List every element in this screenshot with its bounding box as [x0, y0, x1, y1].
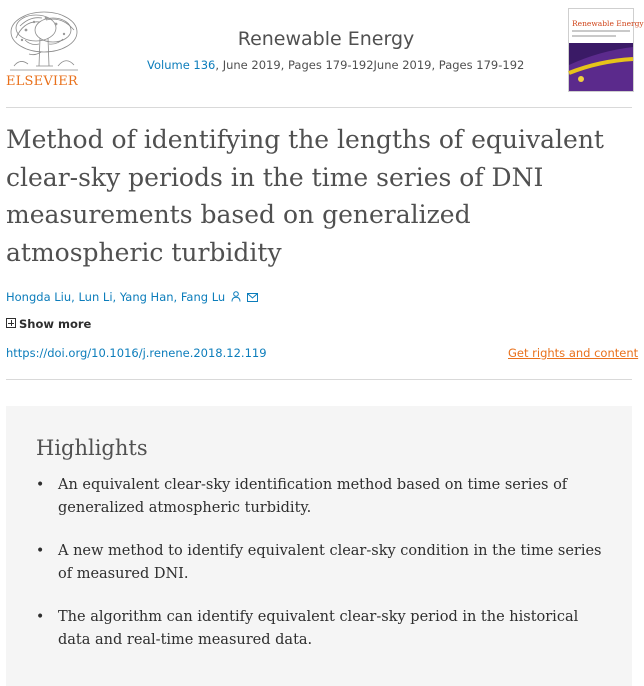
get-rights-link[interactable]: Get rights and content — [508, 346, 639, 360]
cover-subtitle-line — [572, 35, 616, 37]
author-list[interactable] — [6, 290, 258, 304]
highlight-text: A new method to identify equivalent clear-sky condition in the time series of measured DNI. — [58, 543, 602, 582]
list-item — [36, 474, 611, 520]
publisher-name[interactable]: ELSEVIER — [6, 74, 78, 89]
cover-artwork — [569, 43, 633, 91]
bullet: • — [36, 543, 45, 559]
highlights-heading: Highlights — [36, 436, 148, 460]
highlight-text: An equivalent clear-sky identification method based on time series of generalized atmospheric turbidity. — [58, 477, 568, 516]
plus-box-icon — [6, 318, 16, 328]
issue-details: , June 2019, Pages 179-192June 2019, Pages 179-192 — [215, 58, 525, 72]
cover-subtitle-line — [572, 30, 630, 32]
list-item — [36, 606, 611, 652]
person-icon[interactable] — [231, 291, 241, 302]
journal-issue-info — [147, 58, 525, 72]
cover-title: Renewable Energy — [572, 19, 644, 28]
journal-cover-image[interactable] — [568, 8, 644, 92]
show-more-button[interactable] — [6, 317, 91, 331]
header-divider — [6, 107, 632, 108]
journal-title[interactable]: Renewable Energy — [237, 28, 415, 50]
highlight-text: The algorithm can identify equivalent clear-sky period in the historical data and real-time measured data. — [58, 609, 579, 648]
highlights-list — [36, 474, 611, 672]
article-divider — [6, 379, 632, 380]
volume-link[interactable]: Volume 136 — [147, 58, 216, 72]
bullet: • — [36, 477, 45, 493]
show-more-label: Show more — [19, 317, 92, 331]
bullet: • — [36, 609, 45, 625]
envelope-icon[interactable] — [247, 293, 258, 302]
highlights-section — [6, 406, 632, 686]
article-title: Method of identifying the lengths of equivalent clear-sky periods in the time series of DNI measurements based on generalized atmospheric turbidity — [6, 125, 604, 267]
authors-text[interactable]: Hongda Liu, Lun Li, Yang Han, Fang Lu — [6, 290, 226, 304]
doi-link[interactable]: https://doi.org/10.1016/j.renene.2018.12.119 — [6, 346, 267, 360]
journal-header — [0, 0, 644, 108]
list-item — [36, 540, 611, 586]
